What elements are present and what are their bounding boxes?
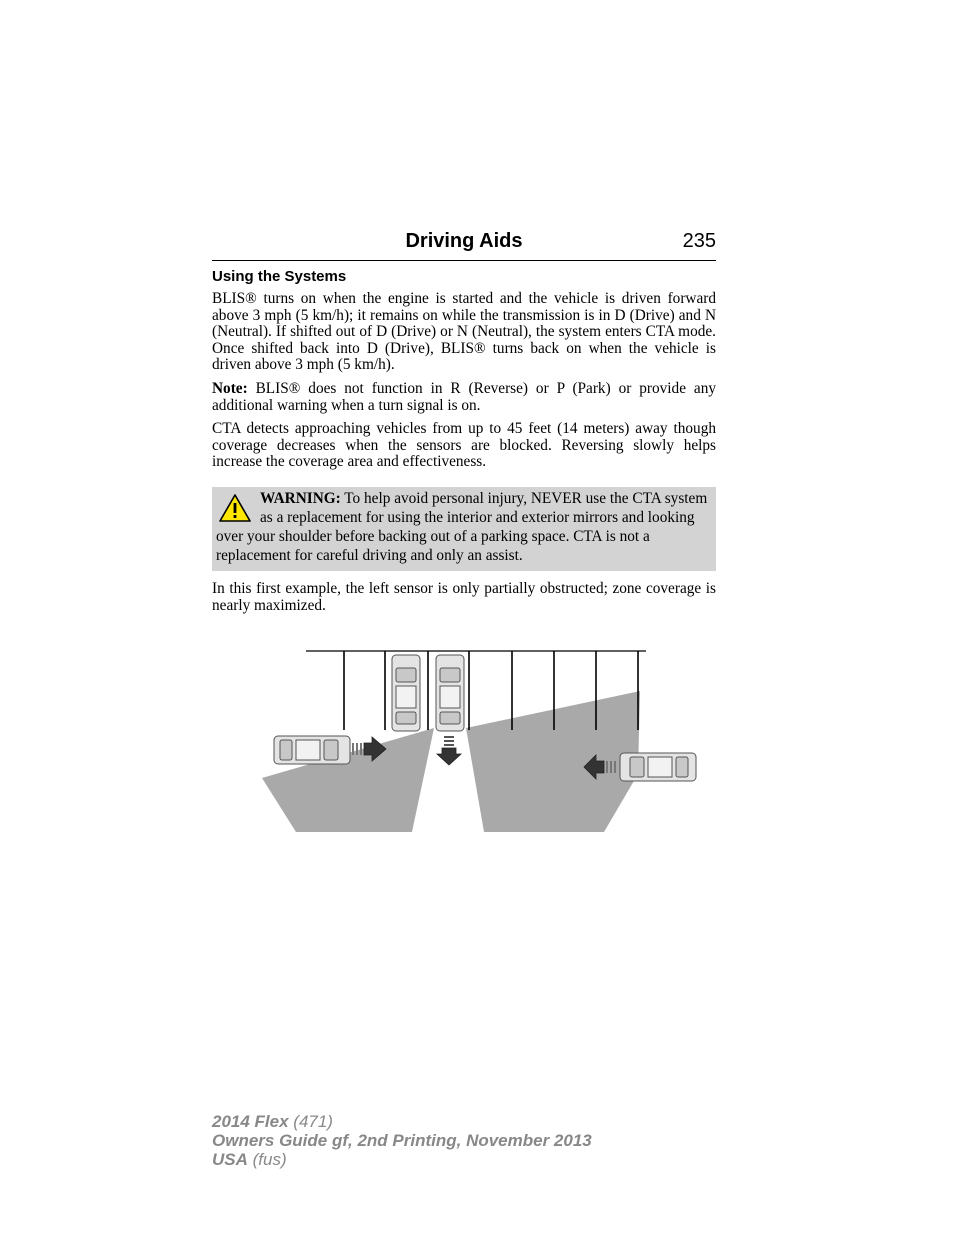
warning-triangle-icon (218, 493, 252, 523)
page-number: 235 (682, 230, 716, 252)
footer-region: USA (212, 1150, 248, 1169)
note-label: Note: (212, 379, 248, 397)
section-title: Using the Systems (212, 268, 347, 285)
warning-text (216, 489, 708, 565)
approaching-car-left (274, 736, 350, 764)
footer-model-code: (471) (288, 1112, 333, 1131)
main-content (212, 268, 716, 621)
footer-guide: Owners Guide gf, 2nd Printing, November 2013 (212, 1131, 592, 1150)
footer-model: 2014 Flex (212, 1112, 289, 1131)
footer-region-code: (fus) (247, 1150, 287, 1169)
reversing-car (436, 655, 464, 731)
parked-car (392, 655, 420, 731)
page-title: Driving Aids (405, 230, 523, 252)
warning-body: To help avoid personal injury, NEVER use the CTA system as a replacement for using the interior and exterior mirrors and looking over your shoulder before backing out of a parking space. CTA is not a replacement for careful driving and only an assist. (216, 489, 708, 564)
paragraph-blis-operation: BLIS® turns on when the engine is started and the vehicle is driven forward above 3 mph (5 km/h); it remains on while the transmission is in D (Drive) and N (Neutral). If shifted out of D (Drive) or N (Neutral), the system enters CTA mode. Once shifted back into D (Drive), BLIS® turns back on when the vehicle is driven above 3 mph (5 km/h). (212, 290, 716, 374)
cta-diagram-svg (258, 648, 700, 834)
approaching-car-right (620, 753, 696, 781)
warning-box (212, 487, 716, 571)
right-sensor-zone (466, 691, 640, 832)
footer-model-line (212, 1112, 592, 1131)
warning-label: WARNING: (260, 489, 341, 507)
reverse-arrow-icon (437, 736, 461, 765)
cta-diagram (258, 648, 700, 834)
note-paragraph (212, 381, 716, 414)
footer-region-line (212, 1150, 592, 1169)
page-footer (212, 1112, 592, 1169)
paragraph-example: In this first example, the left sensor is only partially obstructed; zone coverage is nearly maximized. (212, 579, 716, 614)
page-header (212, 228, 716, 261)
note-text: BLIS® does not function in R (Reverse) or P (Park) or provide any additional warning when a turn signal is on. (212, 379, 716, 414)
paragraph-cta-detection: CTA detects approaching vehicles from up to 45 feet (14 meters) away though coverage decreases when the sensors are blocked. Reversing slowly helps increase the coverage area and effectiveness. (212, 420, 716, 471)
